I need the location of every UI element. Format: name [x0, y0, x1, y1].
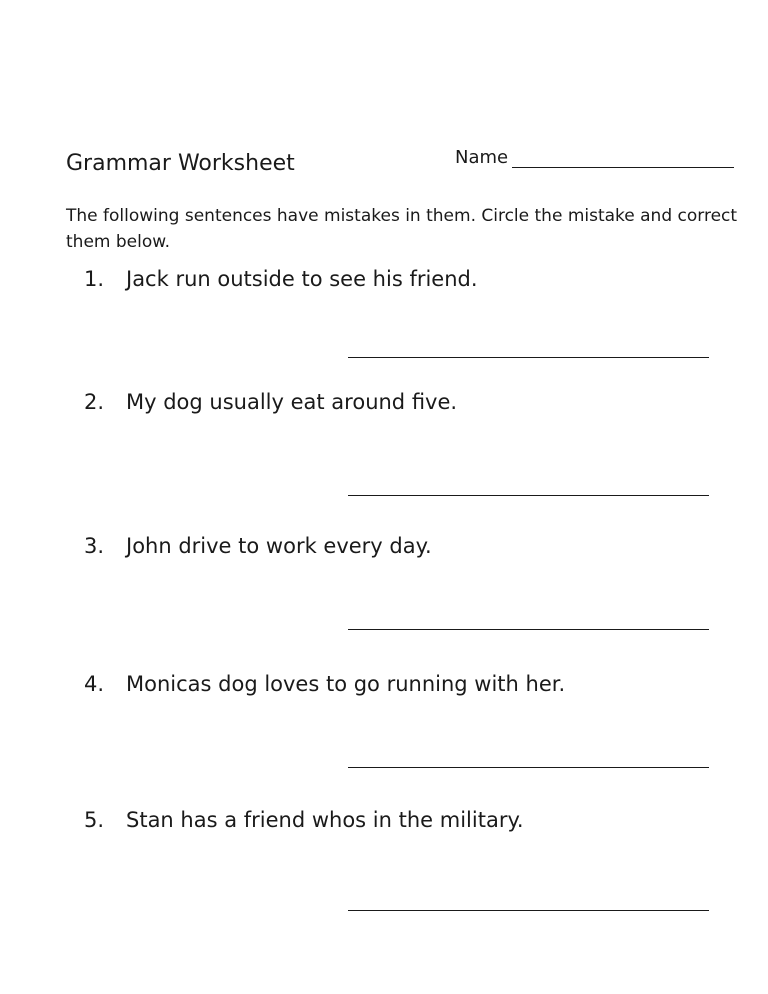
answer-line-1[interactable]: [348, 357, 709, 358]
question-number: 2.: [84, 390, 105, 414]
question-number: 5.: [84, 808, 105, 832]
answer-line-5[interactable]: [348, 910, 709, 911]
question-sentence: Stan has a friend whos in the military.: [126, 808, 524, 832]
question-3: [0, 531, 768, 561]
question-sentence: Monicas dog loves to go running with her.: [126, 672, 566, 696]
question-4: [0, 669, 768, 699]
name-label: Name: [455, 147, 509, 168]
question-sentence: My dog usually eat around five.: [126, 390, 458, 414]
question-number: 4.: [84, 672, 105, 696]
worksheet-title: Grammar Worksheet: [66, 151, 295, 176]
question-number: 1.: [84, 267, 105, 291]
question-sentence: John drive to work every day.: [126, 534, 432, 558]
question-sentence: Jack run outside to see his friend.: [126, 267, 478, 291]
question-1: [0, 264, 768, 294]
question-5: [0, 805, 768, 835]
name-blank-line[interactable]: [512, 167, 734, 168]
answer-line-4[interactable]: [348, 767, 709, 768]
answer-line-3[interactable]: [348, 629, 709, 630]
question-number: 3.: [84, 534, 105, 558]
answer-line-2[interactable]: [348, 495, 709, 496]
question-2: [0, 387, 768, 417]
name-field: [455, 146, 734, 170]
instructions: The following sentences have mistakes in them. Circle the mistake and correct them below.: [66, 206, 738, 252]
